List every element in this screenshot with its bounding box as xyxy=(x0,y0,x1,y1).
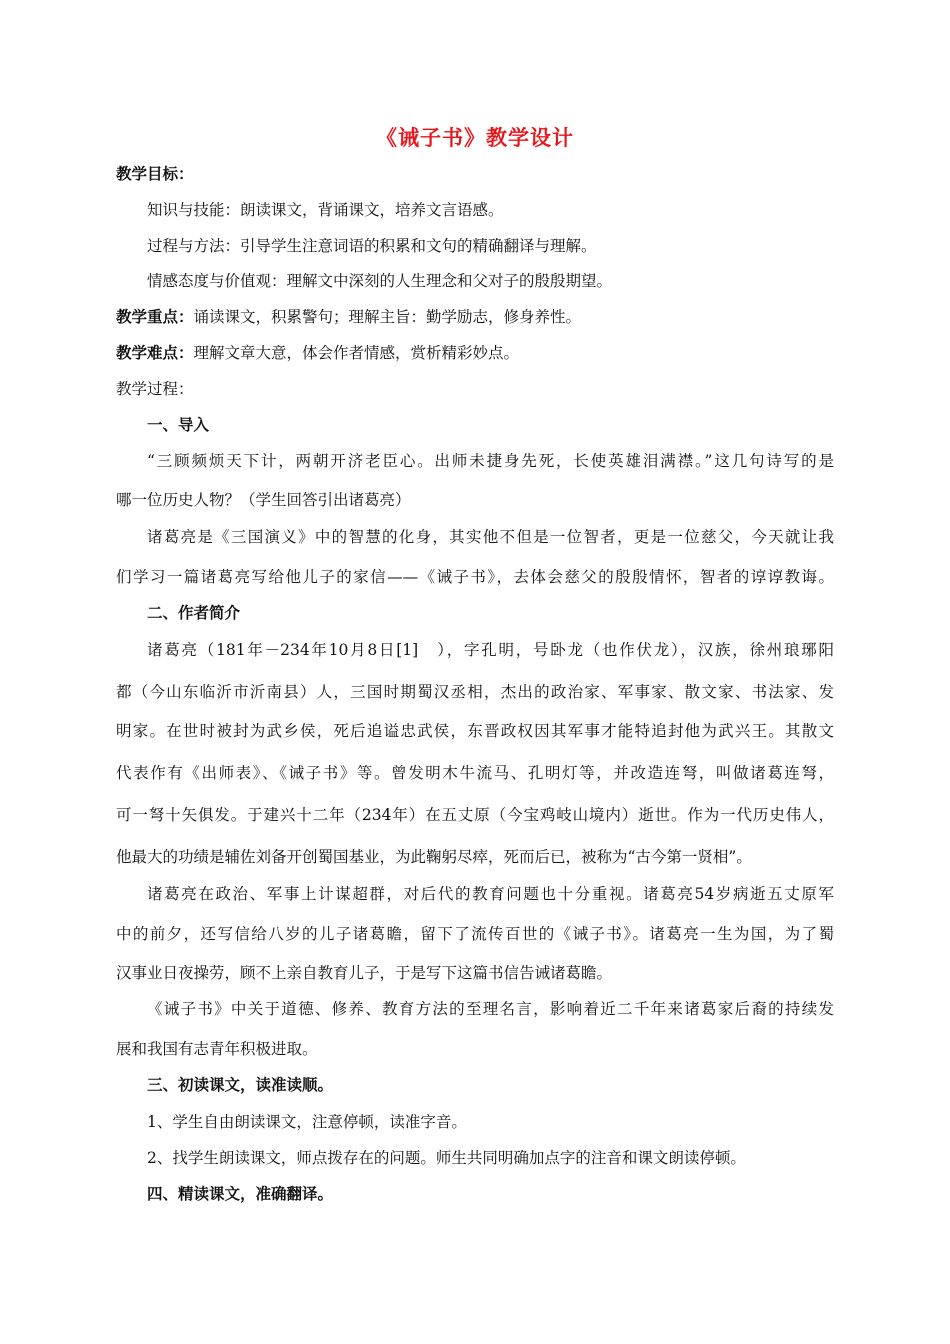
list-item: 1、学生自由朗读课文，注意停顿，读准字音。 xyxy=(147,1113,467,1131)
list-item: 2、找学生朗读课文，师点拨存在的问题。师生共同明确加点字的注音和课文朗读停顿。 xyxy=(147,1149,746,1167)
section-2-heading: 二、作者简介 xyxy=(147,604,241,622)
difficult-points xyxy=(116,343,519,363)
paragraph-line: 可一弩十矢俱发。于建兴十二年（234年）在五丈原（今宝鸡岐山境内）逝世。作为一代历史伟人， xyxy=(116,806,834,824)
paragraph-line: 明家。在世时被封为武乡侯，死后追谥忠武侯，东晋政权因其军事才能特追封他为武兴王。其散文 xyxy=(116,722,834,740)
paragraph-line: 诸葛亮是《三国演义》中的智慧的化身，其实他不但是一位智者，更是一位慈父，今天就让我 xyxy=(147,528,834,546)
objectives-heading: 教学目标： xyxy=(116,165,194,183)
section-1-heading: 一、导入 xyxy=(147,416,210,434)
paragraph-line: 中的前夕，还写信给八岁的儿子诸葛瞻，留下了流传百世的《诫子书》。诸葛亮一生为国，为了蜀 xyxy=(116,925,834,943)
key-points-text: 诵读课文，积累警句；理解主旨：勤学励志，修身养性。 xyxy=(193,308,582,326)
paragraph-line: 们学习一篇诸葛亮写给他儿子的家信——《诫子书》，去体会慈父的殷殷情怀，智者的谆谆教诲。 xyxy=(116,568,834,586)
paragraph-line: 诸葛亮（181年－234年10月8日[1] ），字孔明，号卧龙（也作伏龙），汉族，徐州琅琊阳 xyxy=(147,641,834,659)
difficult-points-text: 理解文章大意，体会作者情感，赏析精彩妙点。 xyxy=(193,344,520,362)
paragraph-line: 代表作有《出师表》、《诫子书》等。曾发明木牛流马、孔明灯等，并改造连弩，叫做诸葛连弩， xyxy=(116,764,834,782)
process-label: 教学过程： xyxy=(116,380,194,398)
section-3-heading: 三、初读课文，读准读顺。 xyxy=(147,1076,334,1094)
objective-emotion: 情感态度与价值观：理解文中深刻的人生理念和父对子的殷殷期望。 xyxy=(147,272,613,290)
paragraph-line: “三顾频烦天下计，两朝开济老臣心。出师未捷身先死，长使英雄泪满襟。”这几句诗写的是 xyxy=(147,452,834,470)
section-4-heading: 四、精读课文，准确翻译。 xyxy=(147,1185,334,1203)
paragraph-line: 诸葛亮在政治、军事上计谋超群，对后代的教育问题也十分重视。诸葛亮54岁病逝五丈原军 xyxy=(147,885,834,903)
paragraph-line: 都（今山东临沂市沂南县）人，三国时期蜀汉丞相，杰出的政治家、军事家、散文家、书法家、发 xyxy=(116,683,834,701)
paragraph-line: 他最大的功绩是辅佐刘备开创蜀国基业，为此鞠躬尽瘁，死而后已，被称为“古今第一贤相”。 xyxy=(116,848,752,866)
document-title: 《诫子书》教学设计 xyxy=(376,125,574,150)
objective-knowledge: 知识与技能：朗读课文，背诵课文，培养文言语感。 xyxy=(147,201,504,219)
paragraph-line: 《诫子书》中关于道德、修养、教育方法的至理名言，影响着近二千年来诸葛家后裔的持续发 xyxy=(147,1000,834,1018)
paragraph-line: 哪一位历史人物？（学生回答引出诸葛亮） xyxy=(116,491,411,509)
difficult-points-label: 教学难点： xyxy=(116,344,194,362)
paragraph-line: 汉事业日夜操劳，顾不上亲自教育儿子，于是写下这篇书信告诫诸葛瞻。 xyxy=(116,964,613,982)
key-points-label: 教学重点： xyxy=(116,308,194,326)
objective-process: 过程与方法：引导学生注意词语的积累和文句的精确翻译与理解。 xyxy=(147,237,597,255)
paragraph-line: 展和我国有志青年积极进取。 xyxy=(116,1040,318,1058)
key-points xyxy=(116,307,581,327)
